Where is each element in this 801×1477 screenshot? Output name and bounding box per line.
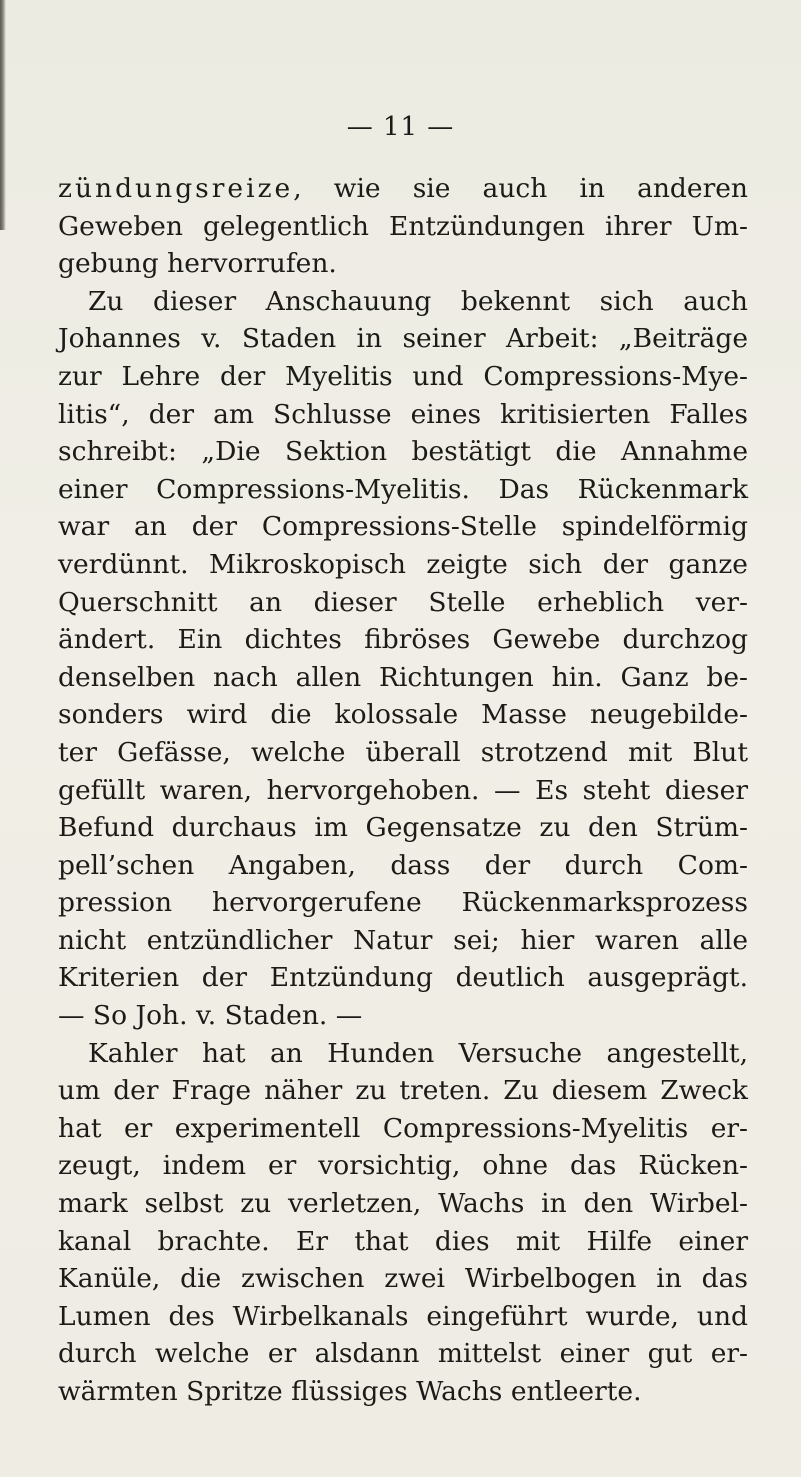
- text-line: zeugt, indem er vorsichtig, ohne das Rücken-: [58, 1150, 748, 1182]
- text-line: einer Compressions-Myelitis. Das Rückenmark: [58, 473, 748, 505]
- text-line: zündungsreize, wie sie auch in anderen: [58, 173, 748, 204]
- text-line: war an der Compressions-Stelle spindelförmig: [58, 511, 748, 543]
- text-line: mark selbst zu verletzen, Wachs in den Wirbel-: [58, 1188, 748, 1220]
- text-line: sonders wird die kolossale Masse neugebilde-: [58, 699, 748, 731]
- text-line: ter Gefässe, welche überall strotzend mit Blut: [58, 736, 748, 768]
- text-line: pell’schen Angaben, dass der durch Com-: [58, 849, 748, 881]
- text-line: Querschnitt an dieser Stelle erheblich ver-: [58, 586, 748, 618]
- text-line: — So Joh. v. Staden. —: [58, 1000, 363, 1032]
- text-line: Lumen des Wirbelkanals eingeführt wurde, und: [58, 1300, 748, 1332]
- text-line: ändert. Ein dichtes fibröses Gewebe durchzog: [58, 624, 748, 656]
- text-line: Kanüle, die zwischen zwei Wirbelbogen in das: [58, 1263, 748, 1295]
- text-line: denselben nach allen Richtungen hin. Ganz be-: [58, 661, 748, 693]
- text-line: Kriterien der Entzündung deutlich ausgeprägt.: [58, 962, 748, 994]
- page-number: — 11 —: [346, 112, 455, 142]
- text-line: Zu dieser Anschauung bekennt sich auch: [88, 285, 748, 317]
- text-line: hat er experimentell Compressions-Myelitis er-: [58, 1112, 748, 1144]
- text-line: Geweben gelegentlich Entzündungen ihrer Um-: [58, 210, 748, 242]
- text-line: kanal brachte. Er that dies mit Hilfe einer: [58, 1225, 748, 1257]
- text-line: schreibt: „Die Sektion bestätigt die Annahme: [58, 436, 748, 468]
- body-text: [58, 170, 748, 1411]
- spaced-word: zündungsreize: [58, 173, 294, 204]
- text-line: pression hervorgerufene Rückenmarksprozess: [58, 887, 748, 919]
- text-line: durch welche er alsdann mittelst einer gut er-: [58, 1338, 748, 1370]
- text-line: Kahler hat an Hunden Versuche angestellt,: [88, 1037, 748, 1069]
- text-line: verdünnt. Mikroskopisch zeigte sich der ganze: [58, 548, 748, 580]
- text-line: nicht entzündlicher Natur sei; hier waren alle: [58, 924, 748, 956]
- text-line: gefüllt waren, hervorgehoben. — Es steht dieser: [58, 774, 748, 806]
- text-line: wärmten Spritze flüssiges Wachs entleerte.: [58, 1376, 642, 1407]
- text-line: gebung hervorrufen.: [58, 248, 337, 280]
- text-line: um der Frage näher zu treten. Zu diesem Zweck: [58, 1075, 748, 1107]
- text-line: Johannes v. Staden in seiner Arbeit: „Beiträge: [58, 323, 748, 355]
- text-line: litis“, der am Schlusse eines kritisierten Falles: [58, 398, 748, 430]
- text-line: Befund durchaus im Gegensatze zu den Strüm-: [58, 812, 748, 844]
- text-line: zur Lehre der Myelitis und Compressions-Mye-: [58, 360, 748, 392]
